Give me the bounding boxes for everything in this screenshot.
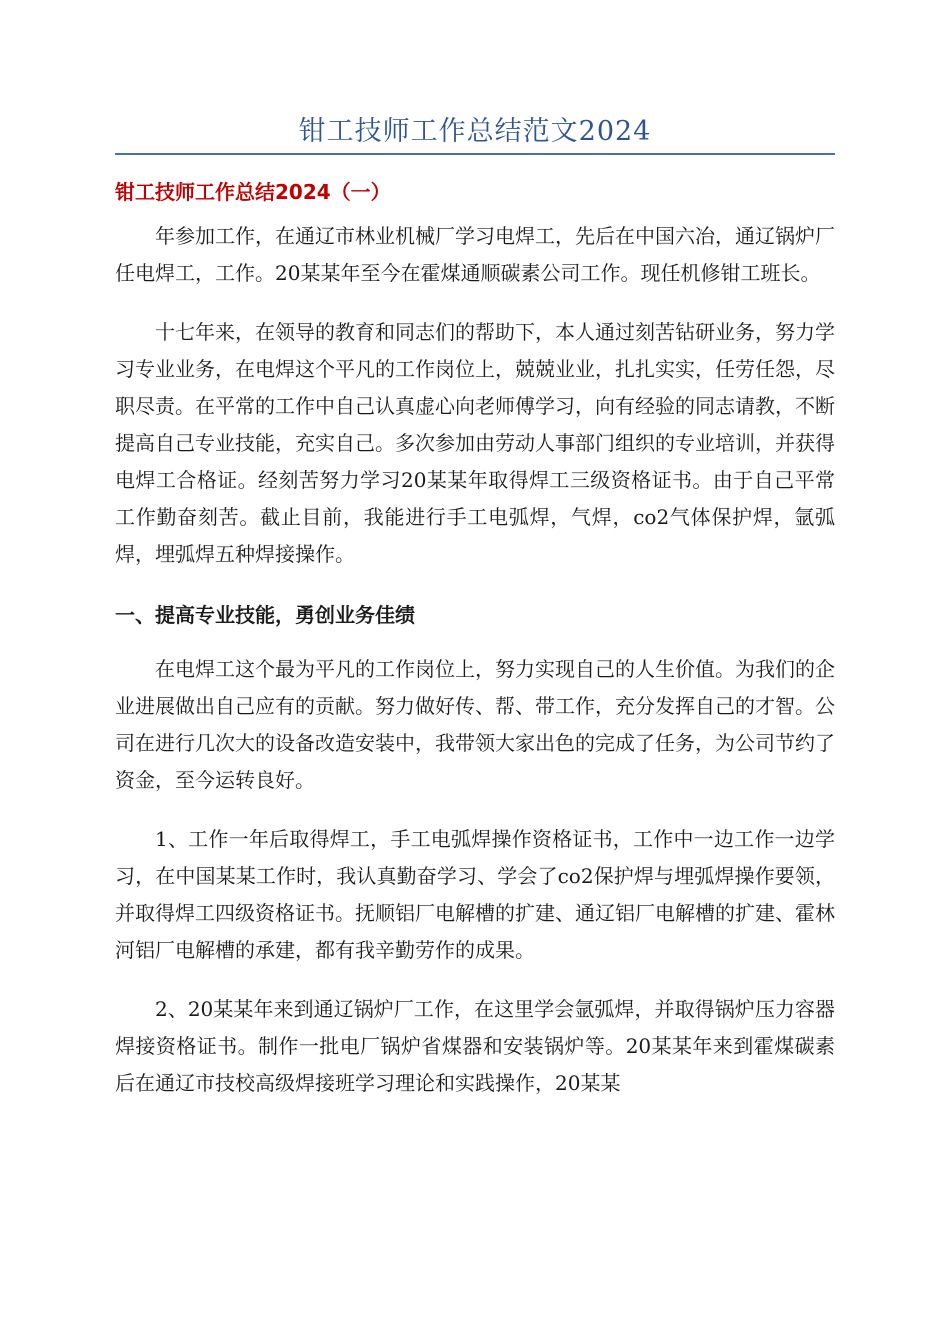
body-paragraph-2: 1、工作一年后取得焊工，手工电弧焊操作资格证书，工作中一边工作一边学习，在中国某某工作时，我认真勤奋学习、学会了co2保护焊与埋弧焊操作要领，并取得焊工四级资格证书。抚顺铝厂电解槽的扩建、通辽铝厂电解槽的扩建、霍林河铝厂电解槽的承建，都有我辛勤劳作的成果。 (115, 827, 835, 962)
body-paragraph-3: 2、20某某年来到通辽锅炉厂工作，在这里学会氩弧焊，并取得锅炉压力容器焊接资格证书。制作一批电厂锅炉省煤器和安装锅炉等。20某某年来到霍煤碳素后在通辽市技校高级焊接班学习理论和实践操作，20某某 (115, 997, 835, 1095)
title-underline-divider (115, 153, 835, 155)
body-paragraph-1: 在电焊工这个最为平凡的工作岗位上，努力实现自己的人生价值。为我们的企业进展做出自己应有的贡献。努力做好传、帮、带工作，充分发挥自己的才智。公司在进行几次大的设备改造安装中，我带领大家出色的完成了任务，为公司节约了资金，至今运转良好。 (115, 657, 835, 792)
intro-paragraph-1: 年参加工作，在通辽市林业机械厂学习电焊工，先后在中国六冶，通辽锅炉厂任电焊工，工作。20某某年至今在霍煤通顺碳素公司工作。现任机修钳工班长。 (115, 224, 835, 285)
intro-paragraph-2: 十七年来，在领导的教育和同志们的帮助下，本人通过刻苦钻研业务，努力学习专业业务，在电焊这个平凡的工作岗位上，兢兢业业，扎扎实实，任劳任怨，尽职尽责。在平常的工作中自己认真虚心向老师傅学习，向有经验的同志请教，不断提高自己专业技能，充实自己。多次参加由劳动人事部门组织的专业培训，并获得电焊工合格证。经刻苦努力学习20某某年取得焊工三级资格证书。由于自己平常工作勤奋刻苦。截止目前，我能进行手工电弧焊，气焊，co2气体保护焊，氩弧焊，埋弧焊五种焊接操作。 (115, 320, 835, 566)
section-heading: 钳工技师工作总结2024（一） (115, 180, 391, 204)
document-body (115, 172, 835, 1124)
document-title: 钳工技师工作总结范文2024 (298, 116, 652, 147)
subheading-improve-skills: 一、提高专业技能，勇创业务佳绩 (115, 603, 415, 627)
